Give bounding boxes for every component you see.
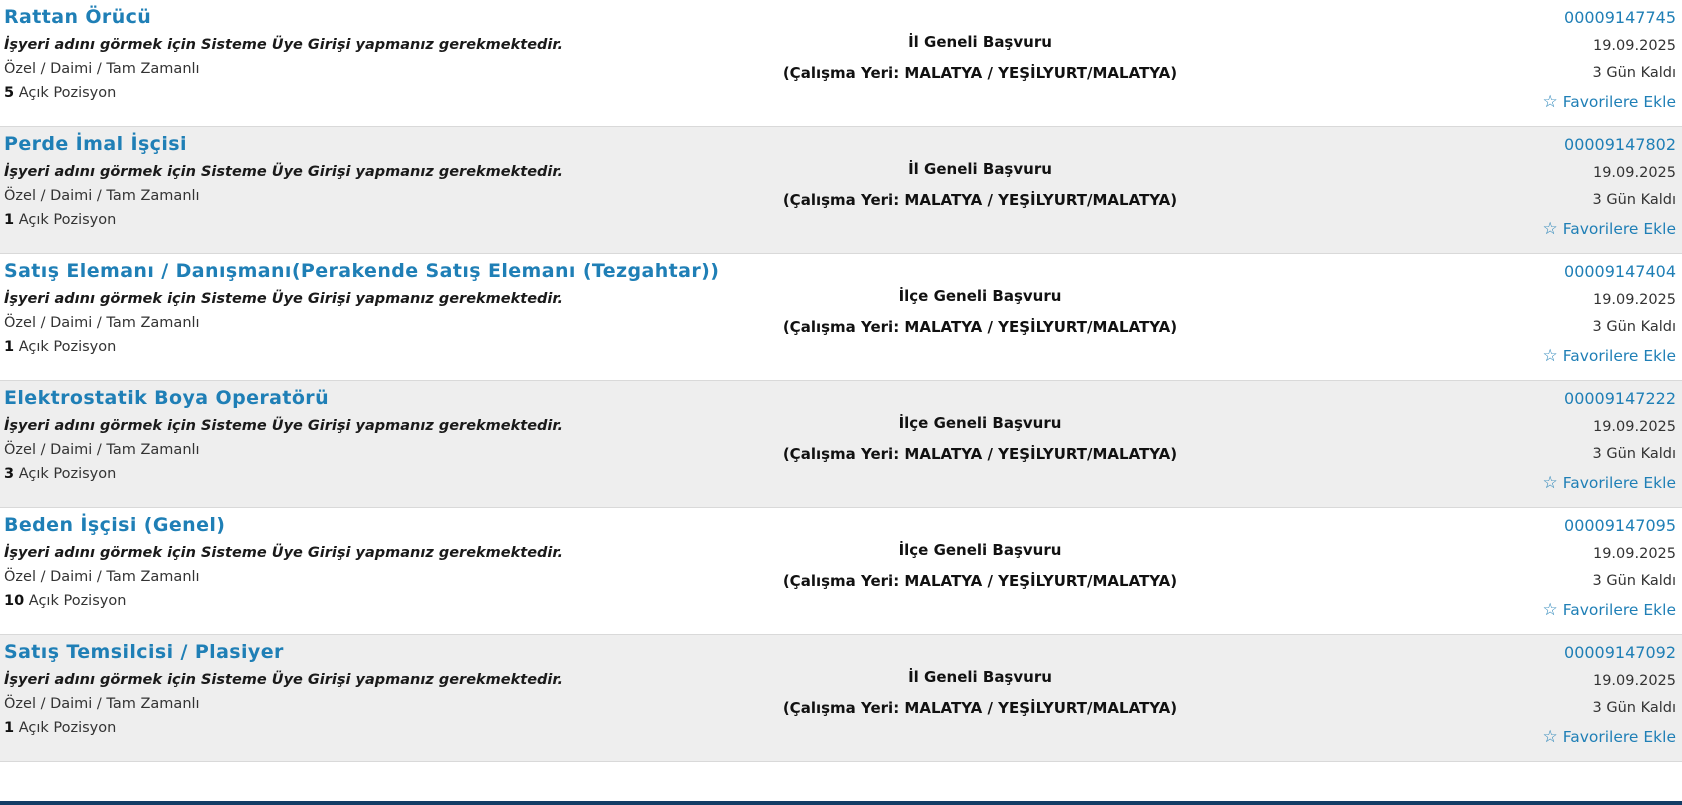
open-position-count: 1 <box>4 720 15 736</box>
job-date: 19.09.2025 <box>1592 673 1676 689</box>
open-position-label: Açık Pozisyon <box>18 466 117 482</box>
member-login-note: İşyeri adını görmek için Sisteme Üye Girişi yapmanız gerekmektedir. <box>4 291 563 307</box>
job-type-text: Özel / Daimi / Tam Zamanlı <box>4 188 200 204</box>
member-login-note: İşyeri adını görmek için Sisteme Üye Girişi yapmanız gerekmektedir. <box>4 164 563 180</box>
star-icon: ☆ <box>1542 727 1558 747</box>
apply-scope-text: İlçe Geneli Başvuru <box>898 287 1062 305</box>
job-date: 19.09.2025 <box>1592 419 1676 435</box>
job-listing-location <box>700 540 1260 591</box>
job-type-text: Özel / Daimi / Tam Zamanlı <box>4 442 200 458</box>
days-left: 3 Gün Kaldı <box>1592 573 1676 589</box>
job-listing-meta <box>1356 635 1676 747</box>
open-positions <box>4 84 864 102</box>
add-to-favorites-button[interactable] <box>1542 346 1676 366</box>
job-type-text: Özel / Daimi / Tam Zamanlı <box>4 315 200 331</box>
apply-scope-text: İl Geneli Başvuru <box>908 668 1052 686</box>
job-title-link[interactable]: Beden İşçisi (Genel) <box>4 514 226 536</box>
job-listing-location <box>700 286 1260 337</box>
star-icon: ☆ <box>1542 600 1558 620</box>
open-positions <box>4 719 864 737</box>
days-left: 3 Gün Kaldı <box>1592 700 1676 716</box>
add-to-favorites-label: Favorilere Ekle <box>1562 220 1676 238</box>
work-place-text: (Çalışma Yeri: MALATYA / YEŞİLYURT/MALATYA) <box>782 64 1178 82</box>
job-title-link[interactable]: Perde İmal İşçisi <box>4 133 187 155</box>
member-login-note: İşyeri adını görmek için Sisteme Üye Girişi yapmanız gerekmektedir. <box>4 418 563 434</box>
job-listing-row[interactable] <box>0 508 1682 635</box>
open-position-label: Açık Pozisyon <box>18 720 117 736</box>
star-icon: ☆ <box>1542 346 1558 366</box>
star-icon: ☆ <box>1542 219 1558 239</box>
job-type-text: Özel / Daimi / Tam Zamanlı <box>4 569 200 585</box>
job-listing-meta <box>1356 0 1676 112</box>
days-left: 3 Gün Kaldı <box>1592 446 1676 462</box>
add-to-favorites-label: Favorilere Ekle <box>1562 93 1676 111</box>
open-position-label: Açık Pozisyon <box>18 339 117 355</box>
add-to-favorites-button[interactable] <box>1542 473 1676 493</box>
add-to-favorites-button[interactable] <box>1542 219 1676 239</box>
job-number-link[interactable]: 00009147404 <box>1564 262 1676 281</box>
star-icon: ☆ <box>1542 92 1558 112</box>
open-positions <box>4 338 864 356</box>
add-to-favorites-button[interactable] <box>1542 92 1676 112</box>
job-type-text: Özel / Daimi / Tam Zamanlı <box>4 61 200 77</box>
job-number-link[interactable]: 00009147092 <box>1564 643 1676 662</box>
job-date: 19.09.2025 <box>1592 292 1676 308</box>
apply-scope-text: İl Geneli Başvuru <box>908 160 1052 178</box>
open-position-label: Açık Pozisyon <box>18 85 117 101</box>
add-to-favorites-button[interactable] <box>1542 727 1676 747</box>
job-number-link[interactable]: 00009147802 <box>1564 135 1676 154</box>
apply-scope-text: İlçe Geneli Başvuru <box>898 414 1062 432</box>
job-listing-meta <box>1356 254 1676 366</box>
add-to-favorites-label: Favorilere Ekle <box>1562 347 1676 365</box>
member-login-note: İşyeri adını görmek için Sisteme Üye Girişi yapmanız gerekmektedir. <box>4 672 563 688</box>
job-title-link[interactable]: Satış Temsilcisi / Plasiyer <box>4 641 284 663</box>
open-position-count: 3 <box>4 466 15 482</box>
open-position-label: Açık Pozisyon <box>18 212 117 228</box>
days-left: 3 Gün Kaldı <box>1592 65 1676 81</box>
work-place-text: (Çalışma Yeri: MALATYA / YEŞİLYURT/MALATYA) <box>782 318 1178 336</box>
work-place-text: (Çalışma Yeri: MALATYA / YEŞİLYURT/MALATYA) <box>782 572 1178 590</box>
job-listing-location <box>700 159 1260 210</box>
job-listing-row[interactable] <box>0 381 1682 508</box>
job-number-link[interactable]: 00009147745 <box>1564 8 1676 27</box>
job-date: 19.09.2025 <box>1592 546 1676 562</box>
job-listing-location <box>700 667 1260 718</box>
add-to-favorites-label: Favorilere Ekle <box>1562 601 1676 619</box>
open-position-count: 1 <box>4 212 15 228</box>
job-number-link[interactable]: 00009147222 <box>1564 389 1676 408</box>
open-positions <box>4 465 864 483</box>
job-title-link[interactable]: Satış Elemanı / Danışmanı(Perakende Satış Elemanı (Tezgahtar)) <box>4 260 720 282</box>
job-listing-row[interactable] <box>0 0 1682 127</box>
star-icon: ☆ <box>1542 473 1558 493</box>
member-login-note: İşyeri adını görmek için Sisteme Üye Girişi yapmanız gerekmektedir. <box>4 37 563 53</box>
add-to-favorites-button[interactable] <box>1542 600 1676 620</box>
page-bottom-bar <box>0 801 1682 805</box>
job-title-link[interactable]: Elektrostatik Boya Operatörü <box>4 387 329 409</box>
open-position-count: 1 <box>4 339 15 355</box>
job-number-link[interactable]: 00009147095 <box>1564 516 1676 535</box>
apply-scope-text: İlçe Geneli Başvuru <box>898 541 1062 559</box>
work-place-text: (Çalışma Yeri: MALATYA / YEŞİLYURT/MALATYA) <box>782 445 1178 463</box>
apply-scope-text: İl Geneli Başvuru <box>908 33 1052 51</box>
job-date: 19.09.2025 <box>1592 38 1676 54</box>
job-listing-meta <box>1356 127 1676 239</box>
add-to-favorites-label: Favorilere Ekle <box>1562 728 1676 746</box>
job-listing-row[interactable] <box>0 127 1682 254</box>
open-position-label: Açık Pozisyon <box>28 593 127 609</box>
job-type-text: Özel / Daimi / Tam Zamanlı <box>4 696 200 712</box>
job-listing-row[interactable] <box>0 254 1682 381</box>
open-position-count: 5 <box>4 85 15 101</box>
add-to-favorites-label: Favorilere Ekle <box>1562 474 1676 492</box>
job-listing-location <box>700 32 1260 83</box>
job-listing-row[interactable] <box>0 635 1682 762</box>
job-listing-location <box>700 413 1260 464</box>
job-title-link[interactable]: Rattan Örücü <box>4 6 152 28</box>
days-left: 3 Gün Kaldı <box>1592 192 1676 208</box>
open-positions <box>4 211 864 229</box>
work-place-text: (Çalışma Yeri: MALATYA / YEŞİLYURT/MALATYA) <box>782 191 1178 209</box>
job-date: 19.09.2025 <box>1592 165 1676 181</box>
job-listing-meta <box>1356 381 1676 493</box>
days-left: 3 Gün Kaldı <box>1592 319 1676 335</box>
open-position-count: 10 <box>4 593 25 609</box>
member-login-note: İşyeri adını görmek için Sisteme Üye Girişi yapmanız gerekmektedir. <box>4 545 563 561</box>
open-positions <box>4 592 864 610</box>
work-place-text: (Çalışma Yeri: MALATYA / YEŞİLYURT/MALATYA) <box>782 699 1178 717</box>
job-listing-meta <box>1356 508 1676 620</box>
